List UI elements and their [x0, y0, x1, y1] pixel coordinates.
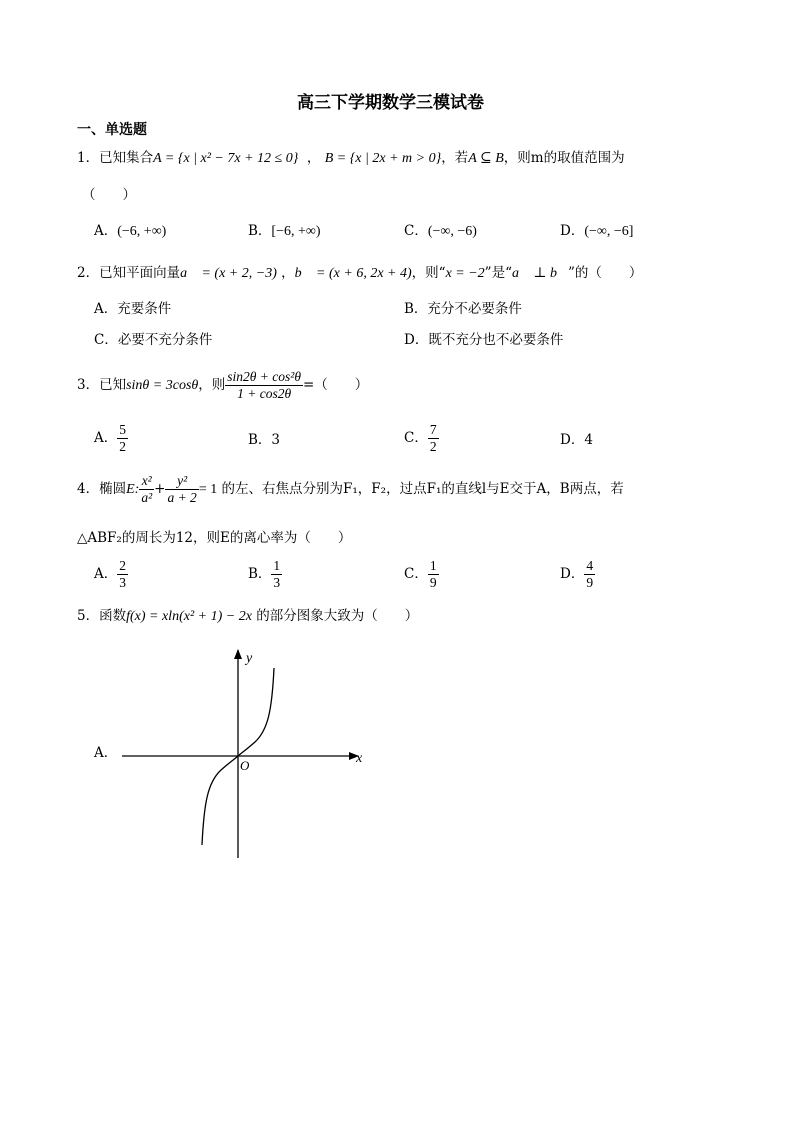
section-heading: 一、单选题	[77, 122, 147, 138]
q2-post3: ”的（ ）	[567, 265, 643, 281]
q3-tail: =（ ）	[302, 377, 369, 393]
q4-post: 的左、右焦点分别为F₁，F₂，过点F₁的直线l与E交于A，B两点，若	[221, 481, 624, 497]
q3-option-d: D．4	[560, 432, 593, 448]
q1-option-b: B．[−6, +∞)	[248, 223, 321, 239]
x-axis-label: x	[356, 751, 363, 766]
q2-number: 2．	[77, 265, 100, 281]
q4-line2: △ABF₂的周长为12，则E的离心率为（ ）	[77, 530, 352, 546]
y-axis-label: y	[246, 651, 253, 666]
q2-post1: ，则“	[411, 265, 446, 281]
q1-paren: （ ）	[82, 187, 136, 203]
q1-option-d: D．(−∞, −6]	[560, 223, 634, 239]
q3-post: ，则	[198, 377, 226, 393]
q3-equation: sinθ = 3cosθ	[126, 378, 199, 393]
q2-vector-b: b⃗ = (x + 6, 2x + 4)	[294, 266, 412, 281]
question-1: 1．已知集合A = {x | x² − 7x + 12 ≤ 0} ， B = {x | 2x + m > 0}，若A ⊆ B，则m的取值范围为	[77, 150, 625, 166]
q4-frac-x: $\frac{\text{x²}}{\text{a²}}$	[141, 473, 153, 505]
q4-option-d: D． $\frac{4}{9}$	[560, 558, 594, 590]
q5-graph	[110, 640, 380, 865]
q1-condition: A ⊆ B	[468, 151, 504, 166]
q2-option-b: B．充分不必要条件	[404, 301, 522, 317]
q5-prefix: 函数	[99, 608, 127, 624]
q5-function: f(x) = xln(x² + 1) − 2x	[126, 609, 252, 624]
q2-prefix: 已知平面向量	[99, 265, 181, 281]
q3-option-b: B．3	[248, 432, 281, 448]
q2-option-d: D．既不充分也不必要条件	[404, 332, 564, 348]
q4-ellipse-name: E:	[126, 482, 140, 497]
q2-condition: x = −2	[445, 266, 485, 281]
q3-number: 3．	[77, 377, 100, 393]
question-4: 4．椭圆E: $\frac{\text{x²}}{\text{a²}}$ + $\frac{\text{y²}}{a + 2}$ = 1 的左、右焦点分别为F₁，F₂，过点F₁的直线l与E交于A，B两点，若	[77, 473, 624, 505]
question-3	[77, 369, 368, 402]
q2-option-c: C．必要不充分条件	[94, 332, 213, 348]
q2-post2: ”是“	[484, 265, 512, 281]
q4-option-a: A． $\frac{2}{3}$	[94, 558, 126, 590]
q4-eq: = 1	[198, 482, 218, 497]
q4-option-b: B． $\frac{1}{3}$	[248, 558, 281, 590]
q1-post: ，则m的取值范围为	[503, 150, 625, 166]
q1-option-c: C．(−∞, −6)	[404, 223, 477, 239]
question-5	[77, 607, 418, 626]
q5-number: 5．	[77, 608, 100, 624]
origin-label: O	[240, 758, 250, 773]
q3-option-c: C． $\frac{7}{2}$	[404, 422, 437, 454]
q3-fraction: $\frac{\text{sin2θ + cos²θ}}{1 + \cos 2\theta}$	[227, 369, 301, 401]
page-title: 高三下学期数学三模试卷	[297, 93, 484, 113]
q2-option-a: A．充要条件	[94, 301, 172, 317]
q5-post: 的部分图象大致为（ ）	[256, 608, 419, 624]
q1-set-a: A = {x | x² − 7x + 12 ≤ 0}	[153, 151, 299, 166]
q1-mid: ，若	[441, 150, 469, 166]
q1-option-a: A．(−6, +∞)	[94, 223, 167, 239]
q4-frac-y: $\frac{\text{y²}}{a + 2}$	[167, 473, 197, 505]
q1-set-b: B = {x | 2x + m > 0}	[324, 151, 442, 166]
q4-number: 4．	[77, 481, 100, 497]
q2-vector-a: a⃗ = (x + 2, −3)	[180, 266, 277, 281]
q2-perp: a⃗ ⊥ b⃗	[511, 266, 568, 281]
q1-prefix: 已知集合	[99, 150, 154, 166]
q1-number: 1．	[77, 150, 100, 166]
q4-prefix: 椭圆	[99, 481, 127, 497]
q4-option-c: C． $\frac{1}{9}$	[404, 558, 437, 590]
question-2: 2．已知平面向量a⃗ = (x + 2, −3) ，b⃗ = (x + 6, 2x + 4)，则“x = −2”是“a⃗ ⊥ b⃗”的（ ）	[77, 265, 643, 281]
q5-option-a-label: A．	[94, 745, 118, 761]
q3-prefix: 已知	[99, 377, 127, 393]
q3-option-a: A． $\frac{5}{2}$	[94, 422, 126, 454]
